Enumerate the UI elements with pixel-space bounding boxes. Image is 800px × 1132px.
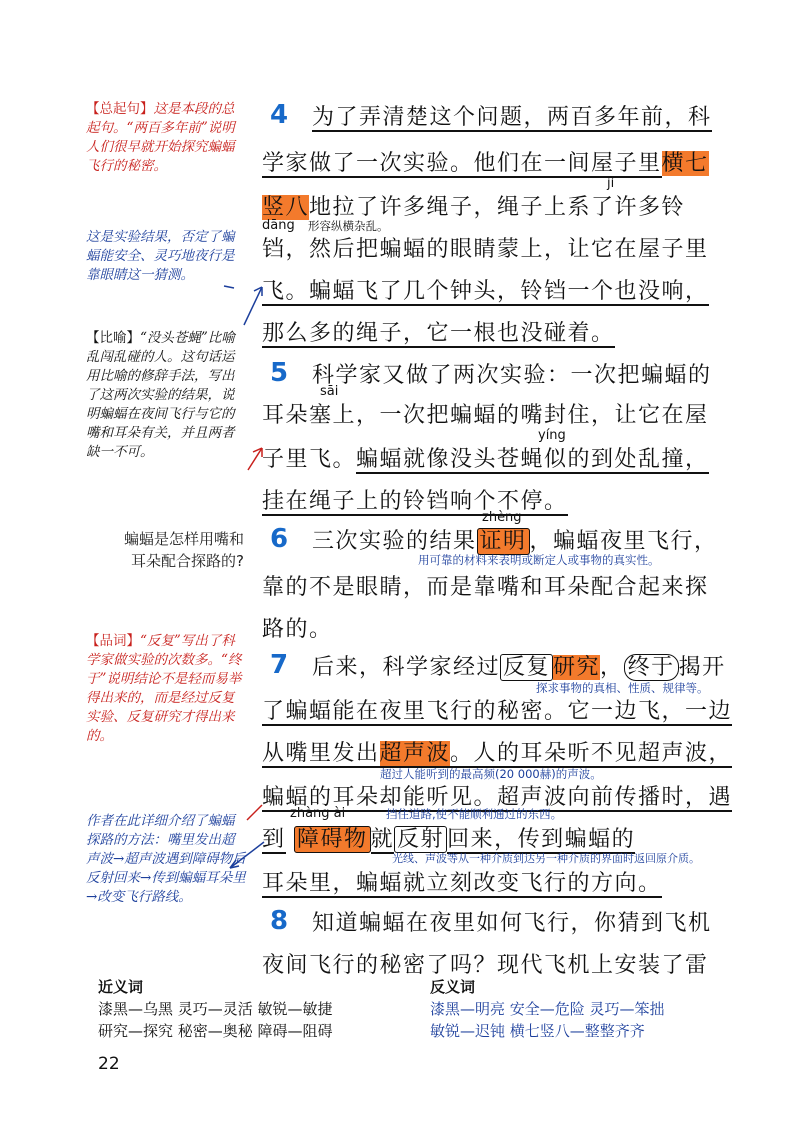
- pinyin-ying: yíng: [538, 428, 566, 443]
- text-line: [262, 866, 740, 897]
- pinyin-xi: jì: [607, 176, 615, 191]
- text-span: 回来，传到蝙蝠的: [447, 827, 636, 852]
- text-line: [262, 822, 740, 853]
- gloss-zhangaiwu: 挡住道路,使不能顺利通过的东西。: [386, 807, 563, 821]
- text-span: 挂在绳子上的铃铛响个不停。: [262, 489, 568, 514]
- text-line: [262, 442, 740, 473]
- text-line: [262, 398, 740, 429]
- note-topic-sentence: [86, 100, 246, 176]
- highlight-zhangaiwu: 障碍物: [294, 826, 371, 853]
- note-text: “没头苍蝇”比喻乱闯乱碰的人。这句话运用比喻的修辞手法，写出了这两次实验的结果，说明蝙蝠在夜间飞行与它的嘴和耳朵有关，并且两者缺一不可。: [86, 330, 235, 460]
- note-text: “反复”写出了科学家做实验的次数多。“终于”说明结论不是轻而易举得出来的，而是经过反复实验、反复研究才得出来的。: [86, 633, 242, 744]
- text-span: 揭开: [678, 655, 726, 680]
- note-text: 这是实验结果，否定了蝙蝠能安全、灵巧地夜行是靠眼睛这一猜测。: [86, 229, 235, 283]
- synonyms-title: 近义词: [98, 978, 144, 996]
- text-span: 子里飞。: [262, 447, 357, 472]
- boxed-fanshe: 反射: [394, 826, 447, 853]
- text-span: 。人的耳朵听不见超声波，: [450, 741, 733, 766]
- highlight-zhengming: 证明: [477, 528, 530, 555]
- highlight-chaoshengbo: 超声波: [379, 741, 451, 766]
- synonyms-row: 研究—探究 秘密—奥秘 障碍—阻碍: [98, 1022, 333, 1040]
- note-text: 这是本段的总起句。“两百多年前”说明人们很早就开始探究蝙蝠飞行的秘密。: [86, 101, 235, 174]
- text-line: [262, 612, 740, 643]
- text-span: 铛，然后把蝙蝠的眼睛蒙上，让它在屋子里: [262, 237, 709, 262]
- highlight-yanjiu: 研究: [553, 655, 601, 680]
- text-span: 耳朵里，蝙蝠就立刻改变飞行的方向。: [262, 871, 662, 896]
- paragraph-number: 4: [270, 100, 289, 130]
- circled-zhongyu: 终于: [624, 654, 679, 681]
- text-span: 了蝙蝠能在夜里飞行的秘密。: [262, 699, 568, 724]
- paragraph-number: 8: [270, 906, 289, 936]
- text-line: [262, 274, 740, 305]
- antonyms-row: 敏锐—迟钝 横七竖八—整整齐齐: [430, 1022, 645, 1040]
- text-span: 蝙蝠就像没头苍蝇似的到处乱撞，: [356, 447, 709, 472]
- note-experiment-result: [86, 228, 246, 285]
- text-line: [262, 146, 740, 177]
- pinyin-zhangai: zhàng ài: [290, 806, 346, 821]
- gloss-yanjiu: 探求事物的真相、性质、规律等。: [536, 681, 709, 695]
- highlight-shuba: 竖八: [262, 195, 310, 220]
- pinyin-zheng: zhèng: [482, 510, 522, 525]
- text-span: 后来，科学家经过: [312, 655, 501, 680]
- note-metaphor: [86, 329, 246, 462]
- text-span: 蝙蝠的耳朵却能听见。超声波向前传播时，遇: [262, 785, 733, 810]
- text-line: [262, 190, 740, 221]
- text-span: ，: [600, 655, 624, 680]
- paragraph-number: 5: [270, 358, 289, 388]
- antonyms-row: 漆黑—明亮 安全—危险 灵巧—笨拙: [430, 1000, 665, 1018]
- note-text: 作者在此详细介绍了蝙蝠探路的方法：嘴里发出超声波→超声波遇到障碍物后反射回来→传到蝙蝠耳朵里→改变飞行路线。: [86, 813, 246, 905]
- text-span: 从嘴里发出: [262, 741, 380, 766]
- text-span: 知道蝙蝠在夜里如何飞行，你猜到飞机: [312, 911, 712, 936]
- text-span: 三次实验的结果: [312, 529, 477, 554]
- text-line: [312, 100, 742, 131]
- text-span: 路的。: [262, 617, 333, 642]
- text-span: 那么多的绳子，它一根也没碰着。: [262, 321, 615, 346]
- text-span: 夜间飞行的秘密了吗？现代飞机上安装了雷: [262, 953, 709, 978]
- text-span: 飞。蝙蝠飞了几个钟头，铃铛一个也没响，: [262, 279, 709, 304]
- text-span: 到: [262, 827, 286, 852]
- text-line: [262, 948, 740, 979]
- text-span: ，蝙蝠夜里飞行，: [529, 529, 718, 554]
- paragraph-number: 6: [270, 524, 289, 554]
- boxed-fanfu: 反复: [500, 654, 553, 681]
- paragraph-number: 7: [270, 650, 289, 680]
- text-line: [262, 316, 740, 347]
- note-tag: 【比喻】: [86, 330, 140, 346]
- text-span: 耳朵塞上，一次把蝙蝠的嘴封住，让它在屋: [262, 403, 709, 428]
- text-span: 就: [370, 827, 395, 852]
- pinyin-dang: dāng: [262, 218, 295, 233]
- note-tag: 【品词】: [86, 633, 140, 649]
- gloss-hengqi: 形容纵横杂乱。: [308, 219, 389, 233]
- text-span: 为了弄清楚这个问题，两百多年前，科: [312, 105, 712, 130]
- gloss-zhengming: 用可靠的材料来表明或断定人或事物的真实性。: [418, 553, 660, 567]
- text-line: [312, 524, 742, 555]
- text-span: 科学家又做了两次实验：一次把蝙蝠的: [312, 363, 712, 388]
- text-line: [312, 650, 742, 681]
- note-echolocation-method: [86, 812, 246, 907]
- reading-question: 蝙蝠是怎样用嘴和耳朵配合探路的?: [123, 530, 244, 570]
- text-span: 学家做了一次实验。他们在一间屋子里: [262, 151, 662, 176]
- text-span: 靠的不是眼睛，而是靠嘴和耳朵配合起来探: [262, 575, 709, 600]
- gloss-fanshe: 光线、声波等从一种介质到达另一种介质的界面时返回原介质。: [392, 852, 700, 865]
- text-span: 地拉了许多绳子，绳子上系了许多铃: [309, 195, 686, 220]
- page-number: 22: [98, 1054, 120, 1074]
- antonyms-title: 反义词: [430, 978, 476, 996]
- note-tag: 【总起句】: [86, 101, 154, 117]
- gloss-chaoshengbo: 超过人能听到的最高频(20 000赫)的声波。: [380, 767, 602, 781]
- text-line: [262, 694, 740, 725]
- text-line: [312, 358, 742, 389]
- pinyin-sai: sāi: [320, 384, 339, 399]
- highlight-hengqi: 横七: [661, 151, 709, 176]
- text-span: 它一边飞，一边: [567, 699, 733, 724]
- note-word-analysis: [86, 632, 246, 746]
- text-line: [262, 232, 740, 263]
- text-line: [262, 736, 740, 767]
- text-line: [262, 570, 740, 601]
- text-line: [312, 906, 742, 937]
- synonyms-row: 漆黑—乌黑 灵巧—灵活 敏锐—敏捷: [98, 1000, 333, 1018]
